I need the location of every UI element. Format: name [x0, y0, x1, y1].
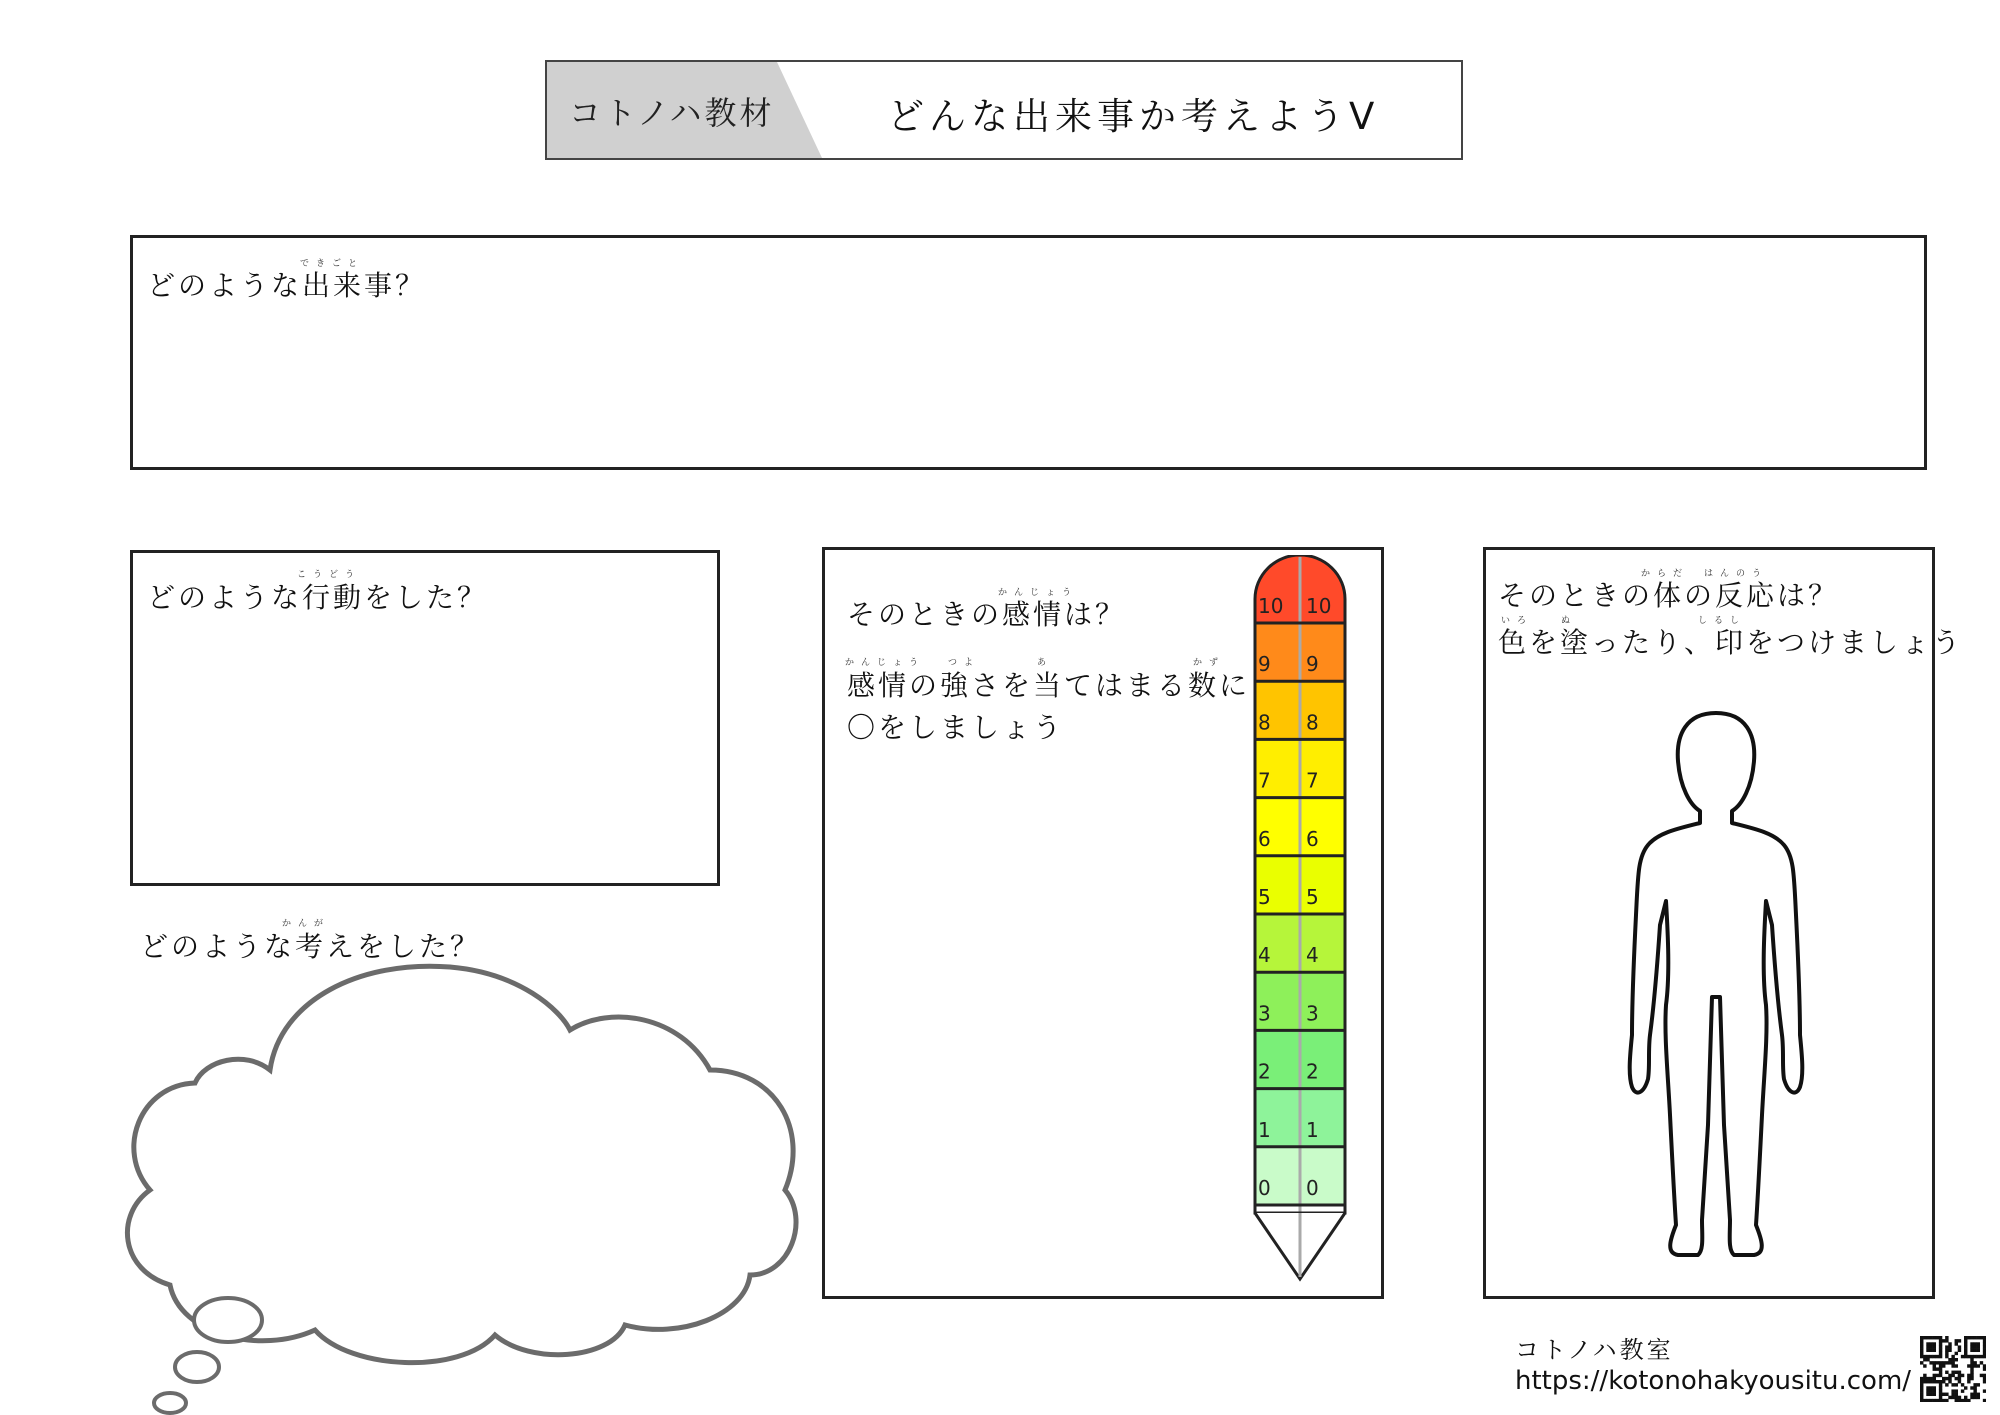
- qr-module: [1951, 1374, 1954, 1377]
- scale-label-right-9: 9: [1306, 652, 1319, 677]
- scale-label-right-5: 5: [1306, 885, 1319, 909]
- qr-module: [1929, 1399, 1932, 1402]
- qr-module: [1936, 1355, 1939, 1358]
- qr-module: [1961, 1374, 1964, 1377]
- qr-module: [1970, 1386, 1973, 1389]
- qr-module: [1948, 1374, 1951, 1377]
- qr-module: [1955, 1339, 1958, 1342]
- action-ruby: こうどう: [297, 570, 362, 580]
- qr-module: [1945, 1393, 1948, 1396]
- qr-module: [1955, 1393, 1958, 1396]
- qr-module: [1977, 1342, 1980, 1345]
- qr-module: [1923, 1358, 1926, 1361]
- qr-module: [1923, 1377, 1926, 1380]
- qr-module: [1973, 1393, 1976, 1396]
- qr-module: [1964, 1352, 1967, 1355]
- qr-module: [1926, 1355, 1929, 1358]
- emotion-question: そのときの感情は？: [847, 598, 1127, 631]
- scale-label-left-10: 10: [1258, 594, 1284, 618]
- scale-label-right-4: 4: [1306, 943, 1319, 968]
- scale-label-right-3: 3: [1306, 1001, 1319, 1026]
- scale-label-left-9: 9: [1258, 652, 1271, 677]
- qr-module: [1936, 1336, 1939, 1339]
- qr-module: [1923, 1380, 1926, 1383]
- qr-module: [1945, 1377, 1948, 1380]
- qr-module: [1951, 1396, 1954, 1399]
- scale-label-right-7: 7: [1306, 768, 1319, 793]
- scale-label-left-7: 7: [1258, 768, 1271, 793]
- qr-module: [1970, 1342, 1973, 1345]
- qr-module: [1926, 1377, 1929, 1380]
- qr-module: [1955, 1383, 1958, 1386]
- emotion-question-ruby: かんじょう: [998, 588, 1079, 598]
- scale-label-right-0: 0: [1306, 1176, 1319, 1200]
- qr-module: [1939, 1380, 1942, 1383]
- qr-module: [1948, 1349, 1951, 1352]
- qr-module: [1929, 1393, 1932, 1396]
- qr-module: [1920, 1393, 1923, 1396]
- qr-module: [1967, 1364, 1970, 1367]
- qr-module: [1929, 1336, 1932, 1339]
- qr-module: [1945, 1371, 1948, 1374]
- qr-module: [1926, 1380, 1929, 1383]
- qr-module: [1945, 1352, 1948, 1355]
- qr-module: [1970, 1336, 1973, 1339]
- qr-module: [1926, 1336, 1929, 1339]
- qr-module: [1939, 1349, 1942, 1352]
- qr-module: [1964, 1355, 1967, 1358]
- qr-module: [1977, 1364, 1980, 1367]
- qr-module: [1920, 1389, 1923, 1392]
- ruby-nu: ぬ: [1561, 616, 1578, 626]
- qr-module: [1970, 1396, 1973, 1399]
- qr-module: [1929, 1389, 1932, 1392]
- qr-module: [1942, 1393, 1945, 1396]
- qr-module: [1945, 1345, 1948, 1348]
- qr-module: [1933, 1399, 1936, 1402]
- qr-module: [1936, 1361, 1939, 1364]
- footer-url-link[interactable]: https://kotonohakyousitu.com/: [1515, 1366, 1912, 1396]
- qr-module: [1973, 1349, 1976, 1352]
- qr-module: [1973, 1355, 1976, 1358]
- qr-module: [1967, 1355, 1970, 1358]
- qr-module: [1942, 1364, 1945, 1367]
- qr-module: [1951, 1383, 1954, 1386]
- qr-module: [1970, 1364, 1973, 1367]
- scale-label-left-2: 2: [1258, 1059, 1271, 1084]
- scale-label-right-1: 1: [1306, 1117, 1319, 1142]
- body-question: そのときの体の反応は？: [1498, 579, 1840, 612]
- qr-module: [1933, 1393, 1936, 1396]
- qr-module: [1926, 1345, 1929, 1348]
- qr-module: [1980, 1361, 1983, 1364]
- qr-module: [1936, 1380, 1939, 1383]
- qr-module: [1983, 1374, 1986, 1377]
- ruby-kazu: かず: [1193, 658, 1226, 668]
- qr-module: [1939, 1339, 1942, 1342]
- qr-module: [1945, 1355, 1948, 1358]
- ruby-tsuyo: つよ: [948, 658, 981, 668]
- qr-module: [1923, 1336, 1926, 1339]
- scale-label-left-6: 6: [1258, 826, 1271, 851]
- qr-module: [1926, 1389, 1929, 1392]
- qr-module: [1970, 1355, 1973, 1358]
- qr-module: [1980, 1336, 1983, 1339]
- qr-module: [1983, 1377, 1986, 1380]
- qr-module: [1939, 1355, 1942, 1358]
- qr-module: [1933, 1389, 1936, 1392]
- qr-module: [1970, 1367, 1973, 1370]
- qr-module: [1933, 1345, 1936, 1348]
- ruby-kanjou: かんじょう: [845, 658, 926, 668]
- qr-module: [1970, 1374, 1973, 1377]
- qr-module: [1964, 1386, 1967, 1389]
- qr-module: [1948, 1345, 1951, 1348]
- qr-module: [1955, 1352, 1958, 1355]
- qr-module: [1942, 1377, 1945, 1380]
- qr-module: [1973, 1386, 1976, 1389]
- qr-module: [1936, 1367, 1939, 1370]
- ruby-a: あ: [1037, 658, 1054, 668]
- qr-module: [1933, 1380, 1936, 1383]
- header-tag-label: コトノハ教材: [569, 94, 775, 132]
- qr-module: [1983, 1342, 1986, 1345]
- qr-module: [1964, 1336, 1967, 1339]
- qr-module: [1933, 1364, 1936, 1367]
- qr-module: [1920, 1342, 1923, 1345]
- qr-module: [1939, 1336, 1942, 1339]
- qr-module: [1973, 1361, 1976, 1364]
- scale-label-left-3: 3: [1258, 1001, 1271, 1026]
- qr-module: [1983, 1389, 1986, 1392]
- qr-module: [1977, 1349, 1980, 1352]
- qr-module: [1958, 1345, 1961, 1348]
- qr-module: [1983, 1352, 1986, 1355]
- qr-module: [1983, 1349, 1986, 1352]
- qr-module: [1945, 1336, 1948, 1339]
- qr-module: [1933, 1377, 1936, 1380]
- qr-module: [1920, 1355, 1923, 1358]
- scale-label-right-10: 10: [1306, 594, 1332, 618]
- qr-module: [1920, 1349, 1923, 1352]
- qr-module: [1926, 1386, 1929, 1389]
- qr-module: [1970, 1371, 1973, 1374]
- scale-label-left-8: 8: [1258, 710, 1271, 735]
- qr-module: [1920, 1383, 1923, 1386]
- qr-module: [1983, 1355, 1986, 1358]
- qr-module: [1955, 1396, 1958, 1399]
- qr-module: [1933, 1367, 1936, 1370]
- body-box[interactable]: [1483, 547, 1964, 1299]
- qr-module: [1948, 1396, 1951, 1399]
- scale-label-left-5: 5: [1258, 885, 1271, 909]
- qr-module: [1970, 1349, 1973, 1352]
- qr-module: [1955, 1399, 1958, 1402]
- emotion-instruction-2: 〇をしましょう: [847, 711, 1065, 744]
- qr-module: [1920, 1380, 1923, 1383]
- qr-module: [1958, 1399, 1961, 1402]
- worksheet-title: どんな出来事か考えようⅤ: [887, 95, 1380, 138]
- qr-module: [1929, 1342, 1932, 1345]
- qr-module: [1933, 1374, 1936, 1377]
- body-instruction: 色を塗ったり、印をつけましょう: [1498, 626, 1964, 659]
- qr-module: [1945, 1339, 1948, 1342]
- qr-module: [1964, 1399, 1967, 1402]
- qr-module: [1920, 1396, 1923, 1399]
- scale-label-right-8: 8: [1306, 710, 1319, 735]
- qr-module: [1923, 1355, 1926, 1358]
- qr-module: [1933, 1342, 1936, 1345]
- qr-module: [1929, 1345, 1932, 1348]
- qr-module: [1929, 1355, 1932, 1358]
- qr-module: [1983, 1380, 1986, 1383]
- qr-module: [1967, 1380, 1970, 1383]
- qr-module: [1939, 1399, 1942, 1402]
- qr-module: [1920, 1361, 1923, 1364]
- qr-module: [1983, 1399, 1986, 1402]
- qr-module: [1973, 1383, 1976, 1386]
- qr-module: [1951, 1358, 1954, 1361]
- qr-module: [1936, 1374, 1939, 1377]
- qr-module: [1958, 1339, 1961, 1342]
- qr-module: [1977, 1393, 1980, 1396]
- qr-module: [1926, 1358, 1929, 1361]
- qr-module: [1958, 1371, 1961, 1374]
- qr-module: [1926, 1393, 1929, 1396]
- qr-module: [1958, 1349, 1961, 1352]
- qr-module: [1970, 1345, 1973, 1348]
- qr-module: [1939, 1361, 1942, 1364]
- qr-module: [1929, 1361, 1932, 1364]
- qr-module: [1948, 1358, 1951, 1361]
- ruby-iro: いろ: [1501, 616, 1534, 626]
- qr-module: [1958, 1374, 1961, 1377]
- qr-module: [1929, 1380, 1932, 1383]
- qr-module: [1964, 1345, 1967, 1348]
- qr-module: [1948, 1361, 1951, 1364]
- qr-module: [1929, 1386, 1932, 1389]
- qr-module: [1945, 1361, 1948, 1364]
- scale-label-left-1: 1: [1258, 1117, 1271, 1142]
- event-ruby: できごと: [300, 259, 365, 269]
- emotion-instruction-1: 感情の強さを当てはまる数に: [847, 669, 1251, 702]
- worksheet-header: [545, 60, 1463, 160]
- qr-module: [1942, 1380, 1945, 1383]
- qr-module: [1920, 1386, 1923, 1389]
- qr-module: [1923, 1399, 1926, 1402]
- qr-module: [1945, 1399, 1948, 1402]
- qr-module: [1977, 1336, 1980, 1339]
- qr-module: [1945, 1349, 1948, 1352]
- thought-ruby: かんが: [282, 919, 331, 929]
- qr-module: [1939, 1345, 1942, 1348]
- qr-module: [1923, 1364, 1926, 1367]
- qr-module: [1958, 1396, 1961, 1399]
- qr-module: [1967, 1336, 1970, 1339]
- qr-module: [1951, 1355, 1954, 1358]
- qr-module: [1961, 1399, 1964, 1402]
- qr-module: [1929, 1377, 1932, 1380]
- qr-module: [1951, 1364, 1954, 1367]
- qr-module: [1948, 1380, 1951, 1383]
- qr-module: [1920, 1377, 1923, 1380]
- qr-module: [1973, 1336, 1976, 1339]
- scale-label-right-6: 6: [1306, 826, 1319, 851]
- qr-module: [1955, 1364, 1958, 1367]
- qr-module: [1983, 1367, 1986, 1370]
- qr-module: [1961, 1389, 1964, 1392]
- qr-module: [1958, 1377, 1961, 1380]
- qr-module: [1977, 1355, 1980, 1358]
- qr-module: [1933, 1355, 1936, 1358]
- qr-module: [1926, 1349, 1929, 1352]
- thought-question: どのような考えをした？: [140, 930, 482, 963]
- qr-module: [1926, 1399, 1929, 1402]
- qr-module: [1939, 1389, 1942, 1392]
- qr-module: [1955, 1371, 1958, 1374]
- qr-module: [1983, 1336, 1986, 1339]
- qr-module: [1933, 1349, 1936, 1352]
- qr-module: [1926, 1342, 1929, 1345]
- qr-module: [1920, 1336, 1923, 1339]
- qr-module: [1980, 1374, 1983, 1377]
- qr-module: [1955, 1358, 1958, 1361]
- qr-module: [1939, 1386, 1942, 1389]
- scale-label-left-0: 0: [1258, 1176, 1271, 1200]
- qr-module: [1955, 1377, 1958, 1380]
- qr-module: [1939, 1364, 1942, 1367]
- qr-module: [1939, 1367, 1942, 1370]
- qr-module: [1942, 1339, 1945, 1342]
- qr-module: [1948, 1342, 1951, 1345]
- qr-module: [1961, 1383, 1964, 1386]
- qr-module: [1973, 1364, 1976, 1367]
- qr-module: [1920, 1339, 1923, 1342]
- action-question: どのような行動をした？: [147, 581, 489, 614]
- pencil-scale-icon: [1250, 555, 1350, 1285]
- qr-module: [1948, 1377, 1951, 1380]
- qr-module: [1929, 1349, 1932, 1352]
- qr-module: [1942, 1399, 1945, 1402]
- qr-module: [1939, 1342, 1942, 1345]
- qr-module: [1958, 1380, 1961, 1383]
- qr-module: [1939, 1371, 1942, 1374]
- qr-module: [1977, 1383, 1980, 1386]
- qr-module: [1939, 1374, 1942, 1377]
- qr-module: [1923, 1374, 1926, 1377]
- qr-module: [1964, 1396, 1967, 1399]
- qr-module: [1951, 1361, 1954, 1364]
- qr-module: [1967, 1399, 1970, 1402]
- qr-module: [1951, 1393, 1954, 1396]
- qr-module: [1933, 1336, 1936, 1339]
- qr-module: [1983, 1364, 1986, 1367]
- footer-school-name: コトノハ教室: [1515, 1336, 1674, 1364]
- qr-module: [1933, 1361, 1936, 1364]
- qr-module: [1977, 1396, 1980, 1399]
- qr-code-icon[interactable]: [1920, 1336, 1986, 1402]
- qr-module: [1939, 1393, 1942, 1396]
- qr-module: [1936, 1399, 1939, 1402]
- ruby-karada: からだ: [1641, 569, 1690, 579]
- qr-module: [1964, 1349, 1967, 1352]
- qr-module: [1970, 1358, 1973, 1361]
- qr-module: [1970, 1377, 1973, 1380]
- qr-module: [1964, 1339, 1967, 1342]
- qr-module: [1939, 1396, 1942, 1399]
- scale-label-left-4: 4: [1258, 943, 1271, 968]
- qr-module: [1920, 1352, 1923, 1355]
- qr-module: [1973, 1389, 1976, 1392]
- qr-module: [1939, 1352, 1942, 1355]
- qr-module: [1933, 1386, 1936, 1389]
- qr-module: [1939, 1383, 1942, 1386]
- thought-cloud-icon[interactable]: [120, 955, 800, 1415]
- human-outline-icon[interactable]: [1616, 705, 1816, 1275]
- qr-module: [1955, 1342, 1958, 1345]
- scale-label-right-2: 2: [1306, 1059, 1319, 1084]
- qr-module: [1973, 1342, 1976, 1345]
- event-box[interactable]: [130, 235, 1927, 470]
- qr-module: [1920, 1345, 1923, 1348]
- qr-module: [1955, 1389, 1958, 1392]
- qr-module: [1970, 1393, 1973, 1396]
- qr-module: [1970, 1361, 1973, 1364]
- qr-module: [1973, 1345, 1976, 1348]
- qr-module: [1920, 1399, 1923, 1402]
- qr-module: [1967, 1374, 1970, 1377]
- action-box[interactable]: [130, 550, 720, 886]
- qr-module: [1945, 1383, 1948, 1386]
- qr-module: [1951, 1389, 1954, 1392]
- event-question: どのような出来事？: [147, 269, 427, 302]
- qr-module: [1980, 1355, 1983, 1358]
- qr-module: [1942, 1361, 1945, 1364]
- qr-module: [1983, 1339, 1986, 1342]
- qr-module: [1961, 1355, 1964, 1358]
- qr-module: [1977, 1345, 1980, 1348]
- qr-module: [1983, 1345, 1986, 1348]
- qr-module: [1951, 1371, 1954, 1374]
- qr-module: [1967, 1377, 1970, 1380]
- qr-module: [1973, 1396, 1976, 1399]
- qr-module: [1964, 1342, 1967, 1345]
- ruby-shirushi: しるし: [1698, 616, 1747, 626]
- ruby-hannou: はんのう: [1704, 569, 1769, 579]
